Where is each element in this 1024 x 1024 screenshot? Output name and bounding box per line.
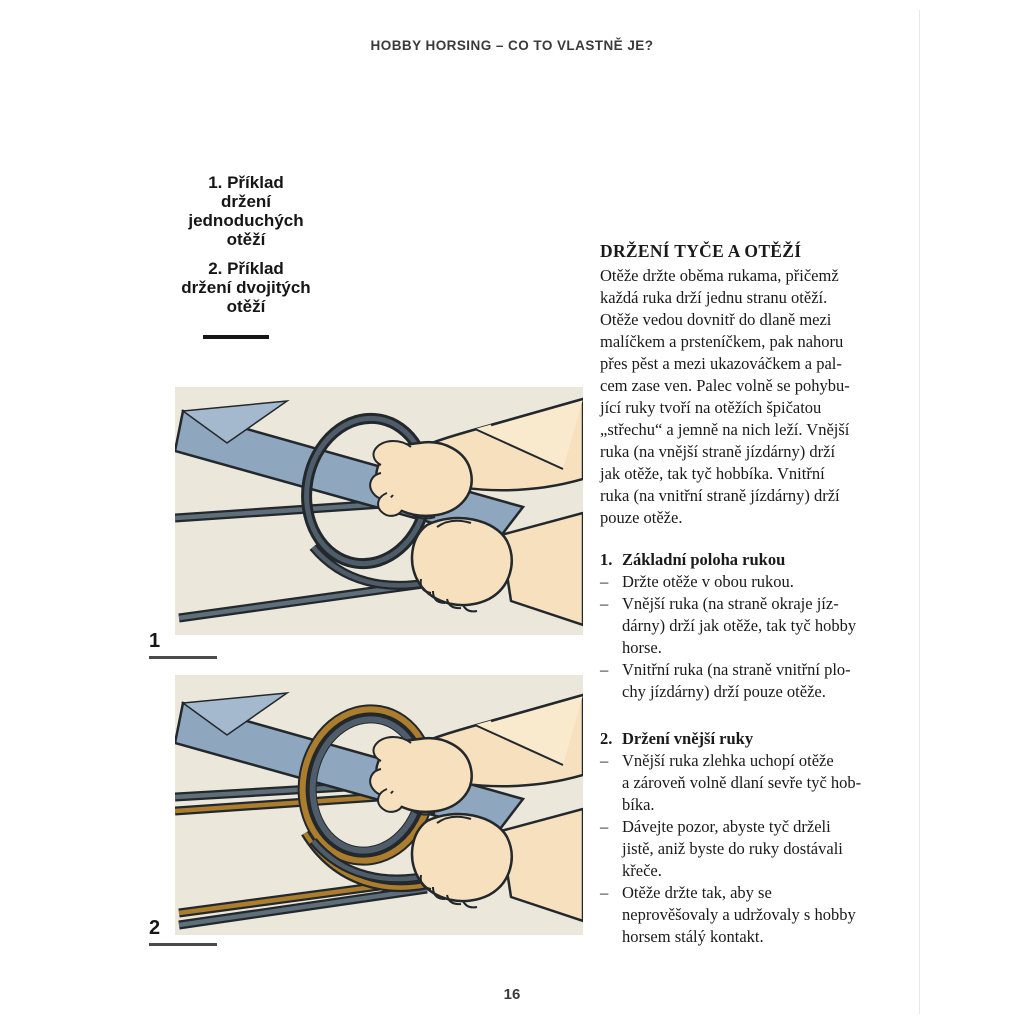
bullet-text (622, 571, 892, 593)
text-line: Dávejte pozor, abyste tyč drželi (622, 817, 831, 836)
text-line: Otěže držte oběma rukama, přičemž (600, 266, 839, 285)
bullet-text (622, 882, 892, 948)
text-line: horse. (622, 638, 662, 657)
text-line: pouze otěže. (600, 508, 683, 527)
section-1-heading (600, 549, 892, 571)
bullet-text (622, 659, 892, 703)
figure-2-illustration (175, 675, 583, 935)
text-line: jící ruky tvoří na otěžích špičatou (600, 398, 822, 417)
text-line: Vnější ruka zlehka uchopí otěže (622, 751, 834, 770)
text-line: ruka (na vnější straně jízdárny) drží (600, 442, 836, 461)
section-2-title: Držení vnější ruky (622, 729, 754, 748)
bullet-item (600, 571, 892, 593)
text-line: malíčkem a prsteníčkem, pak nahoru (600, 332, 844, 351)
text-line: neprověšovaly a udržovaly s hobby (622, 905, 856, 924)
text-line: 2. Příklad (208, 259, 284, 278)
bullet-dash: – (600, 660, 609, 679)
article-heading: DRŽENÍ TYČE A OTĚŽÍ (600, 241, 802, 261)
section-2 (600, 728, 892, 948)
bullet-dash: – (600, 594, 609, 613)
section-1 (600, 549, 892, 703)
section-1-number: 1. (600, 550, 613, 569)
section-2-heading (600, 728, 892, 750)
figure-2-rule (149, 943, 217, 946)
intro-paragraph (600, 265, 892, 529)
text-line: ruka (na vnitřní straně jízdárny) drží (600, 486, 840, 505)
page-edge-line (919, 10, 920, 1014)
article-column (600, 240, 892, 948)
bullet-dash: – (600, 883, 609, 902)
page-header-title: HOBBY HORSING – CO TO VLASTNĚ JE? (370, 38, 654, 53)
section-1-title: Základní poloha rukou (622, 550, 786, 569)
bullet-item (600, 750, 892, 816)
text-line: horsem stálý kontakt. (622, 927, 764, 946)
figure-1-rule (149, 656, 217, 659)
figure-2 (175, 675, 583, 935)
section-2-number: 2. (600, 729, 613, 748)
text-line: přes pěst a mezi ukazováčkem a pal- (600, 354, 842, 373)
upper-hand (370, 737, 471, 815)
text-line: dárny) drží jak otěže, tak tyč hobby (622, 616, 857, 635)
text-line: držení (220, 192, 272, 211)
text-line: Otěže vedou dovnitř do dlaně mezi (600, 310, 832, 329)
text-line: každá ruka drží jednu stranu otěží. (600, 288, 828, 307)
bullet-text (622, 750, 892, 816)
text-line: Vnitřní ruka (na straně vnitřní plo- (622, 660, 851, 679)
page-number: 16 (503, 986, 521, 1003)
text-line: jistě, aniž byste do ruky dostávali (622, 839, 843, 858)
figure-1 (175, 387, 583, 635)
text-line: Vnější ruka (na straně okraje jíz- (622, 594, 839, 613)
text-line: chy jízdárny) drží pouze otěže. (622, 682, 826, 701)
figure-1-illustration (175, 387, 583, 635)
figure-caption-block (168, 173, 324, 316)
text-line: držení dvojitých (181, 278, 311, 297)
figure-2-label: 2 (149, 917, 161, 939)
figure-1-label: 1 (149, 630, 161, 652)
bullet-item (600, 882, 892, 948)
text-line: Držte otěže v obou rukou. (622, 572, 794, 591)
text-line: křeče. (622, 861, 662, 880)
bullet-item (600, 816, 892, 882)
bullet-text (622, 816, 892, 882)
bullet-item (600, 659, 892, 703)
text-line: otěží (226, 297, 266, 316)
bullet-dash: – (600, 751, 609, 770)
bullet-item (600, 593, 892, 659)
text-line: 1. Příklad (208, 173, 284, 192)
bullet-text (622, 593, 892, 659)
caption-divider-rule (203, 335, 269, 339)
upper-hand (370, 441, 471, 519)
text-line: a zároveň volně dlaní sevře tyč hob- (622, 773, 862, 792)
text-line: jednoduchých (188, 211, 304, 230)
figure-1-caption (168, 173, 324, 249)
text-line: Otěže držte tak, aby se (622, 883, 772, 902)
text-line: jak otěže, tak tyč hobbíka. Vnitřní (600, 464, 825, 483)
text-line: cem zase ven. Palec volně se pohybu- (600, 376, 850, 395)
text-line: otěží (226, 230, 266, 249)
bullet-dash: – (600, 572, 609, 591)
text-line: „střechu“ a jemně na nich leží. Vnější (600, 420, 850, 439)
bullet-dash: – (600, 817, 609, 836)
text-line: bíka. (622, 795, 655, 814)
figure-2-caption (168, 259, 324, 316)
